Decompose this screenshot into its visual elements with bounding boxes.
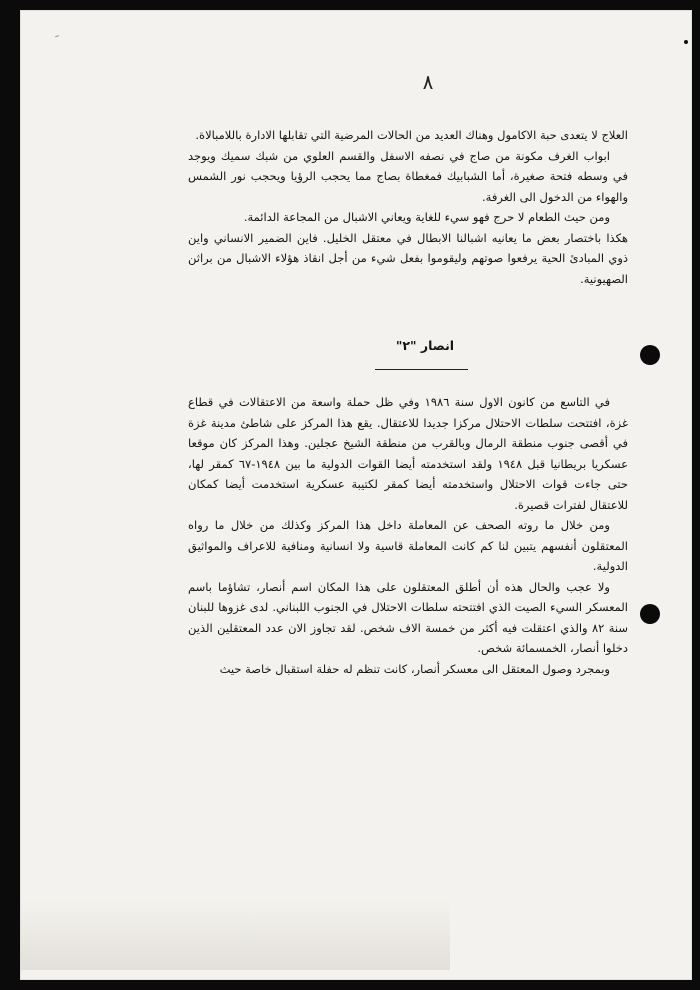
heading-underline [375, 369, 468, 370]
corner-pen-mark: ـ [51, 25, 60, 41]
paragraph: وبمجرد وصول المعتقل الى معسكر أنصار، كانت تنظم له حفلة استقبال خاصة حيث [219, 661, 610, 676]
paragraph: ابواب الغرف مكونة من صاج في نصفه الاسفل والقسم العلوي من شبك سميك ويوجد في وسطه فتحة صغيرة، أما الشبابيك فمغطاة بصاج مما يحجب الرؤيا ويحجب نور الشمس والهواء من الدخول الى الغرفة. [188, 148, 628, 204]
document-page [20, 10, 692, 980]
paragraph: ومن خلال ما روته الصحف عن المعاملة داخل هذا المركز وكذلك من خلال ما رواه المعتقلون أنفسهم يتبين لنا كم كانت المعاملة قاسية ولا انسانية ومنافية للاعراف والمواثيق الدولية. [188, 518, 628, 573]
section-heading: انصار "٢" [395, 338, 455, 353]
scan-shadow [20, 900, 450, 970]
text-block-bottom [188, 392, 628, 679]
paragraph: هكذا باختصار بعض ما يعانيه اشبالنا الابطال في معتقل الخليل. فاين الضمير الانساني واين ذوي المبادئ الحية يرفعوا صوتهم وليقوموا بفعل شيء من أجل انقاذ هؤلاء الاشبال من براثن الصهيونية. [188, 230, 628, 286]
paragraph: العلاج لا يتعدى حبة الاكامول وهناك العديد من الحالات المرضية التي تقابلها الادارة باللامبالاة. [195, 128, 628, 142]
page-number: ٨ [422, 70, 434, 94]
punch-hole [640, 604, 660, 624]
text-block-top [188, 125, 628, 289]
paragraph: ومن حيث الطعام لا حرج فهو سيء للغاية ويعاني الاشبال من المجاعة الدائمة. [243, 210, 610, 224]
ink-dot [684, 40, 688, 44]
paragraph: ولا عجب والحال هذه أن أطلق المعتقلون على هذا المكان اسم أنصار، تشاؤما باسم المعسكر السيء الصيت الذي افتتحته سلطات الاحتلال في الجنوب اللبناني. لدى غزوها للبنان سنة ٨٢ والذي اعتقلت فيه أكثر من خمسة الاف شخص. لقد تجاوز الان عدد المعتقلين الذين دخلوا أنصار، الخمسمائة شخص. [188, 579, 628, 655]
paragraph: في التاسع من كانون الاول سنة ١٩٨٦ وفي ظل حملة واسعة من الاعتقالات في قطاع غزة، افتتحت سلطات الاحتلال مركزا جديدا للاعتقال. يقع هذا المركز على شاطئ مدينة غزة في أقصى جنوب منطقة الرمال وبالقرب من منطقة الشيخ عجلين. وهذا المركز كان موقعا عسكريا بريطانيا قبل ١٩٤٨ ولقد استخدمته أيضا القوات الدولية ما بين ١٩٤٨-٦٧ كمقر لها، حتى جاءت قوات الاحتلال واستخدمته أيضا كمقر لكتيبة عسكرية استخدمت أيضا كمكان للاعتقال لفترات قصيرة. [188, 395, 628, 512]
punch-hole [640, 345, 660, 365]
